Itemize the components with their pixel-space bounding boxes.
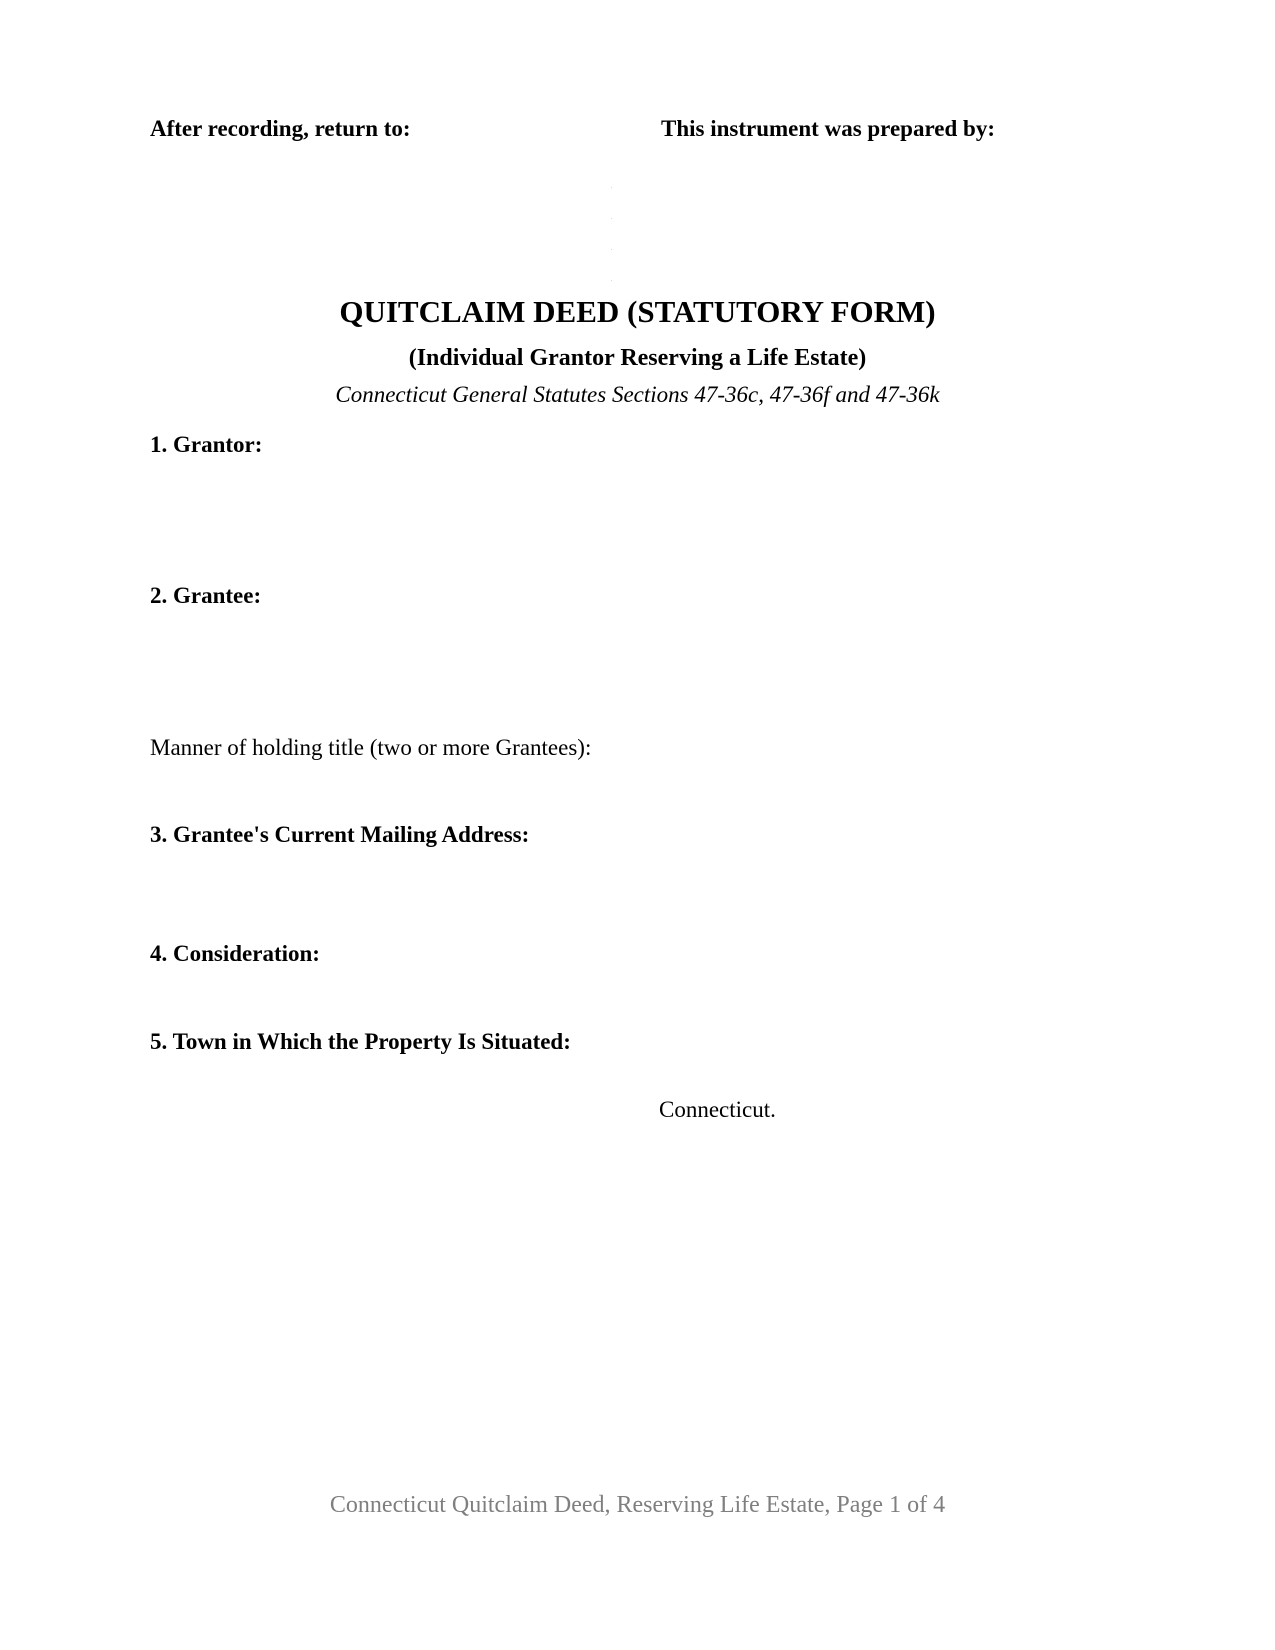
- column-divider-mark: [611, 280, 612, 281]
- grantor-heading: 1. Grantor:: [150, 432, 263, 457]
- document-title: QUITCLAIM DEED (STATUTORY FORM): [339, 294, 936, 329]
- grantee-heading: 2. Grantee:: [150, 583, 262, 608]
- town-heading: 5. Town in Which the Property Is Situated:: [150, 1029, 571, 1054]
- column-divider-mark: [611, 187, 612, 188]
- manner-of-holding-label: Manner of holding title (two or more Grantees):: [150, 735, 592, 760]
- page-footer: Connecticut Quitclaim Deed, Reserving Life Estate, Page 1 of 4: [329, 1492, 946, 1518]
- column-divider-mark: [611, 249, 612, 250]
- document-subtitle: (Individual Grantor Reserving a Life Estate): [408, 345, 867, 371]
- prepared-by-label: This instrument was prepared by:: [661, 116, 995, 141]
- column-divider-mark: [611, 218, 612, 219]
- mailing-address-heading: 3. Grantee's Current Mailing Address:: [150, 822, 530, 847]
- statute-reference: Connecticut General Statutes Sections 47-36c, 47-36f and 47-36k: [335, 382, 940, 407]
- state-text: Connecticut.: [659, 1097, 776, 1122]
- consideration-heading: 4. Consideration:: [150, 941, 320, 966]
- return-to-label: After recording, return to:: [150, 116, 411, 141]
